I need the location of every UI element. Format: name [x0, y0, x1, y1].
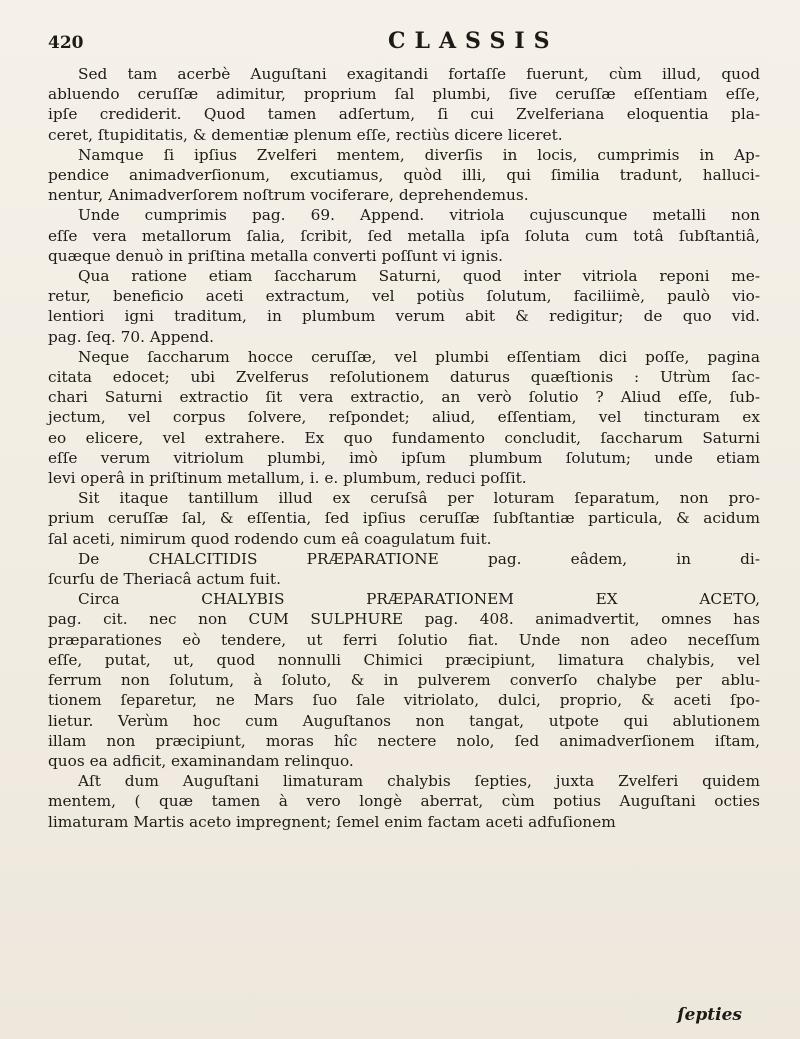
paragraph	[48, 145, 760, 206]
text-line: eo elicere, vel extrahere. Ex quo fundamento concludit, ſaccharum Saturni	[48, 428, 760, 447]
text-line: Sit itaque tantillum illud ex ceruſsâ per loturam ſeparatum, non pro-	[78, 489, 760, 508]
text-line: pendice animadverſionum, excutiamus, quòd illi, qui ſimilia tradunt, halluci-	[48, 166, 760, 185]
paragraph	[48, 549, 760, 589]
text-line: eſſe, putat, ut, quod nonnulli Chimici præcipiunt, limatura chalybis, vel	[48, 650, 760, 669]
text-line: Sed tam acerbè Auguſtani exagitandi fortaſſe fuerunt, cùm illud, quod	[78, 65, 760, 83]
text-line: nentur, Animadverſorem noſtrum vociferare, deprehendemus.	[48, 186, 529, 205]
paragraph	[48, 64, 760, 145]
text-line: ſal aceti, nimirum quod rodendo cum eâ coagulatum fuit.	[48, 529, 492, 548]
text-line: ferrum non ſolutum, à ſoluto, & in pulverem converſo chalybe per ablu-	[48, 671, 760, 690]
paragraph	[48, 589, 760, 771]
text-line: jectum, vel corpus ſolvere, reſpondet; aliud, eſſentiam, vel tincturam ex	[48, 408, 760, 427]
running-head: CLASSIS	[388, 28, 559, 54]
text-line: retur, beneficio aceti extractum, vel potiùs ſolutum, faciliimè, paulò vio-	[48, 287, 760, 306]
text-line: præparationes eò tendere, ut ferri ſolutio fiat. Unde non adeo neceſſum	[48, 630, 760, 649]
paragraph	[48, 771, 760, 832]
paragraph	[48, 266, 760, 347]
text-line: mentem, ( quæ tamen à vero longè aberrat, cùm potius Auguſtani octies	[48, 792, 760, 811]
text-line: pag. ſeq. 70. Append.	[48, 327, 215, 346]
text-line: De CHALCITIDIS PRÆPARATIONE pag. eâdem, in di-	[78, 549, 760, 568]
text-line: prium ceruſſæ ſal, & eſſentia, ſed ipſius ceruſſæ ſubſtantiæ particula, & acidum	[48, 509, 760, 528]
text-line: citata edocet; ubi Zvelferus reſolutionem daturus quæſtionis : Utrùm ſac-	[48, 368, 760, 387]
text-line: Unde cumprimis pag. 69. Append. vitriola cujuscunque metalli non	[78, 206, 760, 225]
paragraph	[48, 488, 760, 549]
text-line: tionem ſeparetur, ne Mars ſuo ſale vitriolato, dulci, proprio, & aceti ſpo-	[48, 691, 760, 710]
text-line: illam non præcipiunt, moras hîc nectere nolo, ſed animadverſionem iſtam,	[48, 731, 760, 750]
text-line: limaturam Martis aceto impregnent; ſemel enim factam aceti adfuſionem	[48, 812, 616, 831]
text-line: lietur. Verùm hoc cum Auguſtanos non tangat, utpote qui ablutionem	[48, 711, 760, 730]
text-line: Neque ſaccharum hocce ceruſſæ, vel plumbi eſſentiam dici poſſe, pagina	[78, 347, 760, 366]
page-number: 420	[48, 33, 84, 53]
catchword: ſepties	[677, 1005, 742, 1025]
text-line: eſſe verum vitriolum plumbi, imò ipſum plumbum ſolutum; unde etiam	[48, 448, 760, 467]
text-line: Aſt dum Auguſtani limaturam chalybis ſepties, juxta Zvelferi quidem	[78, 772, 760, 791]
text-line: eſſe vera metallorum ſalia, ſcribit, ſed metalla ipſa ſoluta cum totâ ſubſtantiâ,	[48, 226, 760, 245]
text-line: ceret, ſtupiditatis, & dementiæ plenum eſſe, rectiùs dicere liceret.	[48, 125, 563, 144]
text-line: Namque ſi ipſius Zvelferi mentem, diverſis in locis, cumprimis in Ap-	[78, 145, 760, 164]
text-line: Circa CHALYBIS PRÆPARATIONEM EX ACETO,	[78, 590, 760, 609]
paragraph	[48, 205, 760, 266]
text-line: ſcurſu de Theriacâ actum fuit.	[48, 570, 281, 589]
page-header	[48, 28, 760, 58]
text-line: chari Saturni extractio ſit vera extractio, an verò ſolutio ? Aliud eſſe, ſub-	[48, 388, 760, 407]
text-line: abluendo ceruſſæ adimitur, proprium ſal plumbi, ſive ceruſſæ eſſentiam eſſe,	[48, 85, 760, 104]
body-text	[48, 64, 760, 832]
text-line: Qua ratione etiam ſaccharum Saturni, quod inter vitriola reponi me-	[78, 267, 760, 286]
text-line: quos ea adficit, examinandam relinquo.	[48, 751, 354, 770]
text-line: lentiori igni traditum, in plumbum verum abit & redigitur; de quo vid.	[48, 307, 760, 326]
text-line: levi operâ in priſtinum metallum, i. e. plumbum, reduci poſſit.	[48, 469, 527, 488]
text-line: ipſe crediderit. Quod tamen adſertum, ſi cui Zvelferiana eloquentia pla-	[48, 105, 760, 124]
paragraph	[48, 347, 760, 488]
text-line: quæque denuò in priſtina metalla converti poſſunt vi ignis.	[48, 246, 504, 265]
text-line: pag. cit. nec non CUM SULPHURE pag. 408. animadvertit, omnes has	[48, 610, 760, 629]
